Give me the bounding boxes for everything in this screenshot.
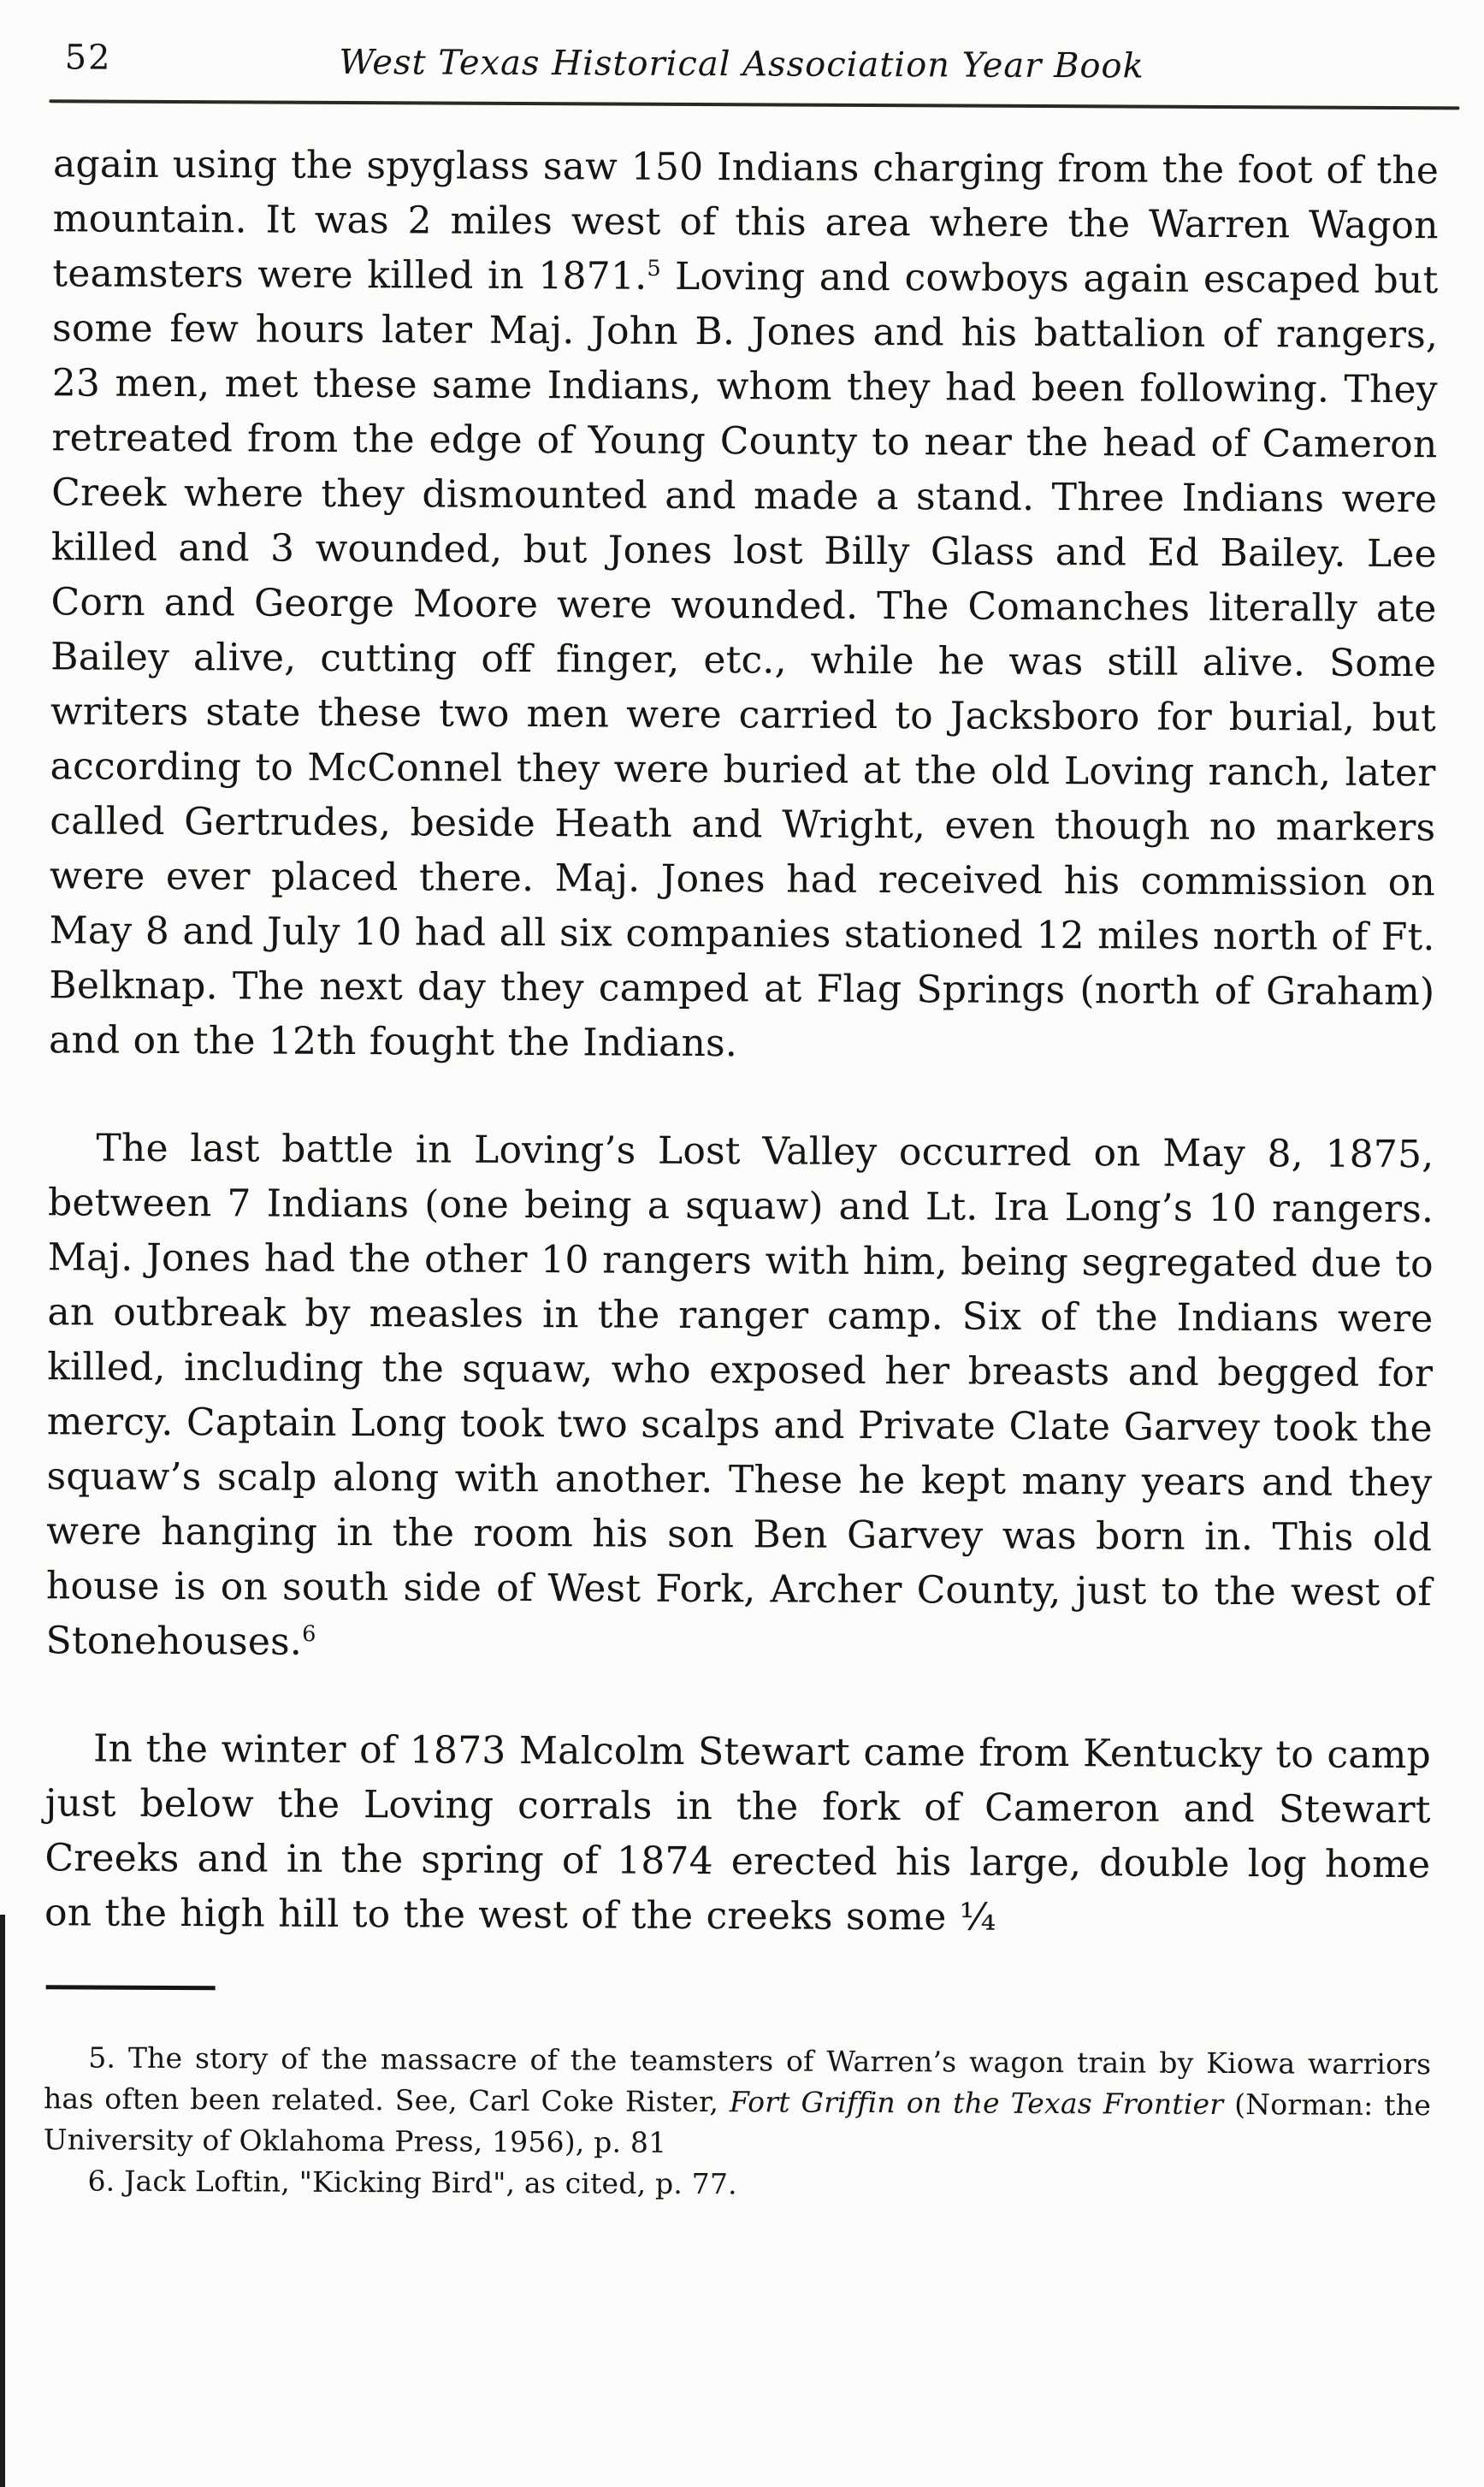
- paragraph-1: again using the spyglass saw 150 Indians charging from the foot of the mountain. It was 2 miles west of this area where the Warren Wagon teamsters were killed in 1871.$^5$ Loving and cowboys again escaped but some few hours later Maj. John B. Jones and his battalion of rangers, 23 men, met these same Indians, whom they had been following. They retreated from the edge of Young County to near the head of Cameron Creek where they dismounted and made a stand. Three Indians were killed and 3 wounded, but Jones lost Billy Glass and Ed Bailey. Lee Corn and George Moore were wounded. The Comanches literally ate Bailey alive, cutting off finger, etc., while he was still alive. Some writers state these two men were carried to Jacksboro for burial, but according to McConnel they were buried at the old Loving ranch, later called Gertrudes, beside Heath and Wright, even though no markers were ever placed there. Maj. Jones had received his commission on May 8 and July 10 had all six companies stationed 12 miles north of Ft. Belknap. The next day they camped at Flag Springs (north of Graham) and on the 12th fought the Indians.: [48, 142, 1440, 1066]
- footnote-marker: 5: [647, 256, 661, 282]
- footnote-separator-rule: [46, 1985, 216, 1990]
- scan-edge-artifact: [0, 1915, 5, 2487]
- header-rule: [49, 99, 1459, 110]
- page-header: [0, 0, 1484, 98]
- italic-text: Fort Griffin on the Texas Frontier: [729, 2085, 1224, 2122]
- footnote-1: 5. The story of the massacre of the teamsters of Warren’s wagon train by Kiowa warriors has often been related. See, Carl Coke Rister, Fort Griffin on the Texas Frontier (Norman: the University of Oklahoma Press, 1956), p. 81: [43, 2040, 1432, 2159]
- footnotes: [43, 2037, 1431, 2208]
- paragraph-3: In the winter of 1873 Malcolm Stewart came from Kentucky to camp just below the Loving corrals in the fork of Cameron and Stewart Creeks and in the spring of 1874 erected his large, double log home on the high hill to the west of the creeks some ¼: [44, 1726, 1432, 1939]
- paragraph-2: The last battle in Loving’s Lost Valley occurred on May 8, 1875, between 7 Indians (one being a squaw) and Lt. Ira Long’s 10 rangers. Maj. Jones had the other 10 rangers with him, being segregated due to an outbreak by measles in the ranger camp. Six of the Indians were killed, including the squaw, who exposed her breasts and begged for mercy. Captain Long took two scalps and Private Clate Garvey took the squaw’s scalp along with another. These he kept many years and they were hanging in the room his son Ben Garvey was born in. This old house is on south side of West Fork, Archer County, just to the west of Stonehouses.$^6$: [45, 1126, 1434, 1664]
- body-text: [44, 137, 1439, 1947]
- page-number: 52: [64, 38, 112, 78]
- running-title: West Texas Historical Association Year Book: [339, 42, 1144, 86]
- footnote-2: 6. Jack Loftin, "Kicking Bird", as cited, p. 77.: [87, 2164, 737, 2201]
- footnote-marker: 6: [302, 1621, 316, 1648]
